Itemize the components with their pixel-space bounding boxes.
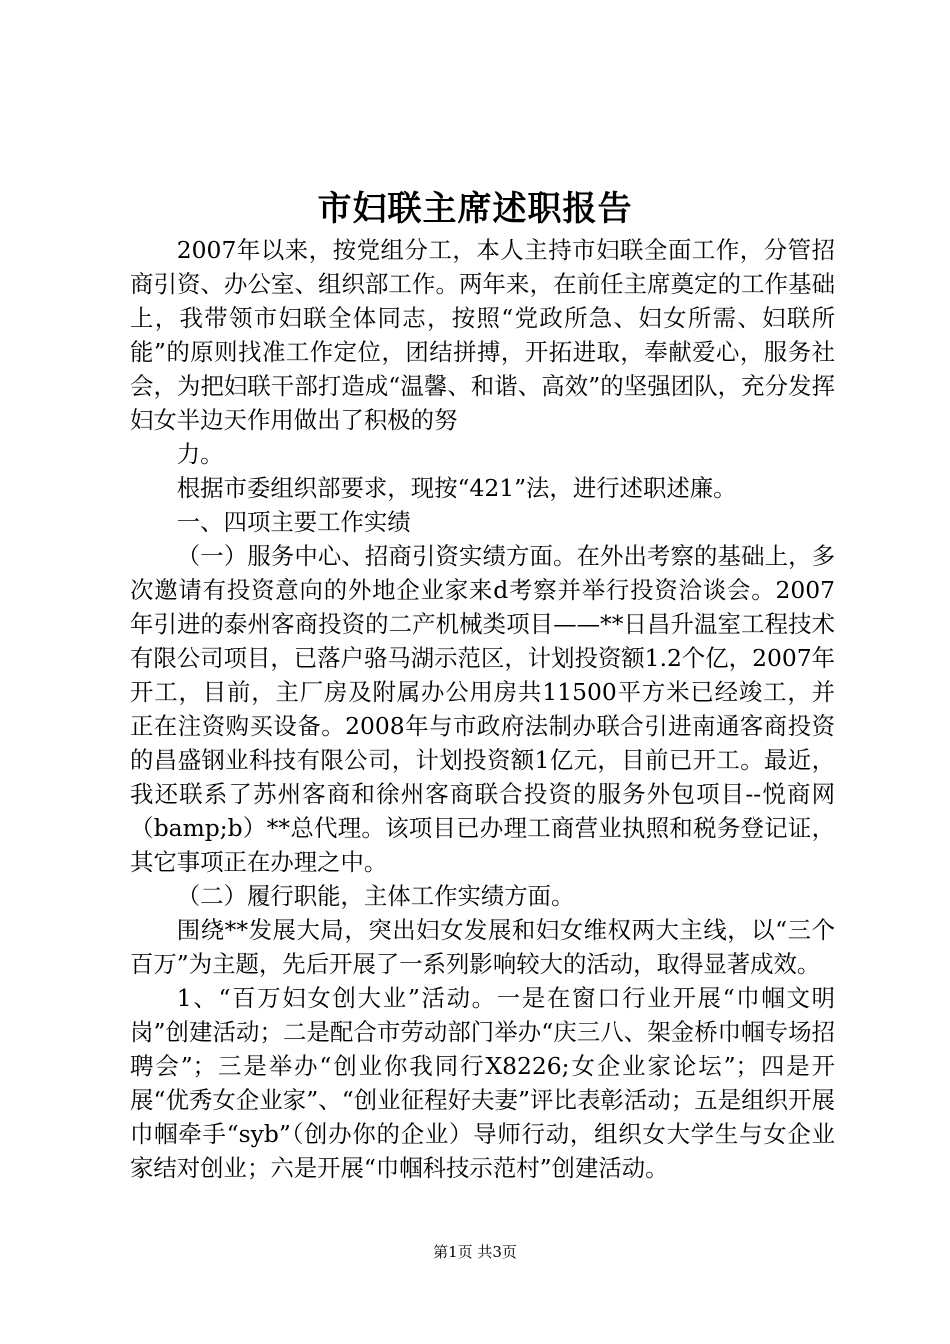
- section-heading-1: 一、四项主要工作实绩: [176, 508, 411, 536]
- paragraph-method: 根据市委组织部要求，现按“421”法，进行述职述廉。: [176, 474, 737, 502]
- subsection-heading-2: （二）履行职能，主体工作实绩方面。: [176, 882, 575, 910]
- page-footer: 第1页 共3页: [433, 1243, 517, 1261]
- paragraph-campaign-1: 1、“百万妇女创大业”活动。一是在窗口行业开展“巾帼文明岗”创建活动；二是配合市劳动部门举办“庆三八、架金桥巾帼专场招聘会”；三是举办“创业你我同行X8226;女企业家论坛”；四是开展“优秀女企业家”、“创业征程好夫妻”评比表彰活动；五是组织开展巾帼牵手“syb”（创办你的企业）导师行动，组织女大学生与女企业家结对创业；六是开展“巾帼科技示范村”创建活动。: [130, 984, 835, 1182]
- paragraph-intro: 2007年以来，按党组分工，本人主持市妇联全面工作，分管招商引资、办公室、组织部工作。两年来，在前任主席奠定的工作基础上，我带领市妇联全体同志，按照“党政所急、妇女所需、妇联所能”的原则找准工作定位，团结拼搏，开拓进取，奉献爱心，服务社会，为把妇联干部打造成“温馨、和谐、高效”的坚强团队，充分发挥妇女半边天作用做出了积极的努: [130, 236, 835, 434]
- paragraph-intro-end: 力。: [176, 440, 224, 468]
- document-title: 市妇联主席述职报告: [317, 189, 633, 229]
- paragraph-activities: 围绕**发展大局，突出妇女发展和妇女维权两大主线，以“三个百万”为主题，先后开展了一系列影响较大的活动，取得显著成效。: [130, 916, 835, 978]
- document-body: [130, 233, 835, 1185]
- paragraph-investment: （一）服务中心、招商引资实绩方面。在外出考察的基础上，多次邀请有投资意向的外地企业家来d考察并举行投资洽谈会。2007年引进的泰州客商投资的二产机械类项目——**日昌升温室工程技术有限公司项目，已落户骆马湖示范区，计划投资额1.2个亿，2007年开工，目前，主厂房及附属办公用房共11500平方米已经竣工，并正在注资购买设备。2008年与市政府法制办联合引进南通客商投资的昌盛钢业科技有限公司，计划投资额1亿元，目前已开工。最近，我还联系了苏州客商和徐州客商联合投资的服务外包项目--悦商网（bamp;b）**总代理。该项目已办理工商营业执照和税务登记证，其它事项正在办理之中。: [130, 542, 835, 876]
